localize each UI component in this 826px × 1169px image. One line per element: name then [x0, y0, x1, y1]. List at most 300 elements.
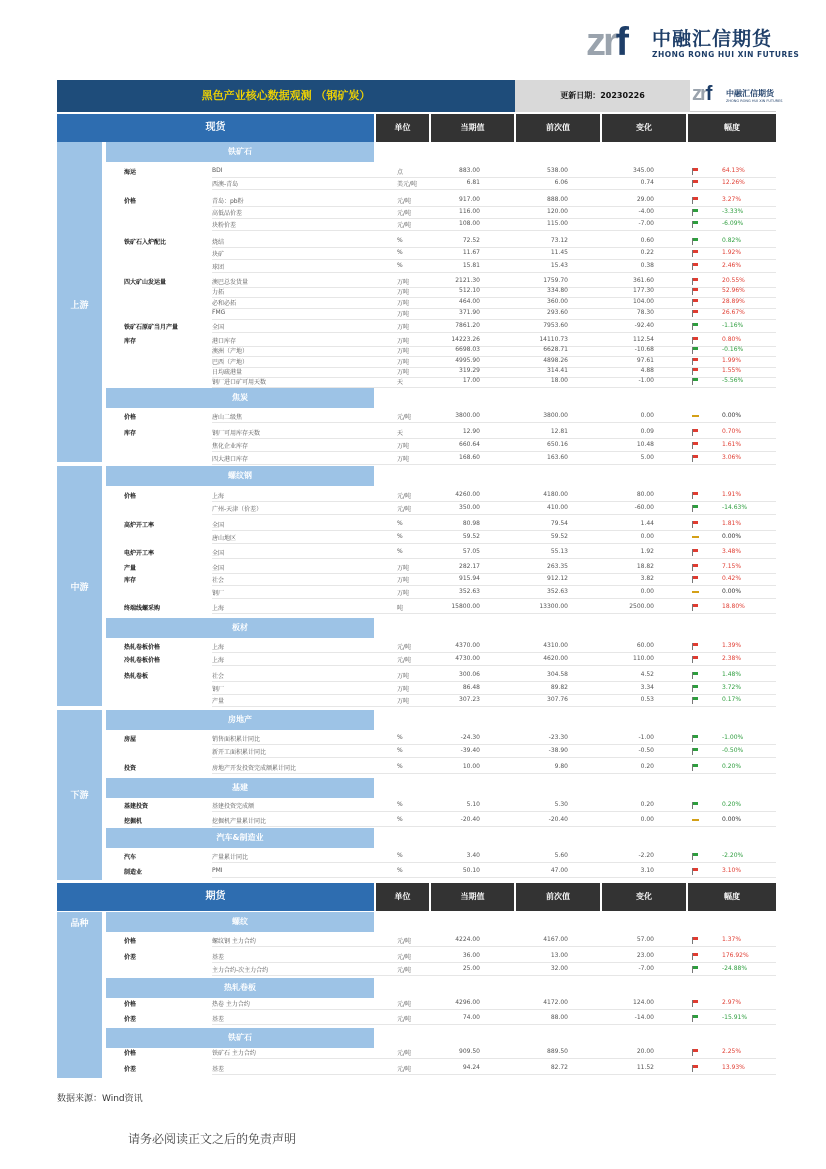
flag-icon [692, 250, 698, 256]
flag-icon [692, 1015, 698, 1021]
disclaimer: 请务必阅读正文之后的免责声明 [128, 1132, 297, 1146]
row-percent: 0.00% [722, 533, 742, 540]
row-current-value: 36.00 [462, 952, 480, 959]
row-current-value: 12.90 [462, 428, 480, 435]
row-indicator: 钢厂 [212, 590, 225, 597]
row-unit: % [397, 520, 403, 527]
row-change: -92.40 [634, 322, 654, 329]
logo-cn-name: 中融汇信期货 [652, 28, 773, 50]
row-unit: 元/吨 [397, 1016, 412, 1023]
row-previous-value: 888.00 [547, 196, 568, 203]
flag-icon [692, 735, 698, 741]
row-percent: -1.16% [722, 322, 744, 329]
row-change: -2.20 [638, 852, 654, 859]
row-indicator: 广州-天津（价差） [212, 506, 263, 513]
section-plate: 板材 [106, 618, 374, 638]
row-separator [212, 585, 776, 586]
row-unit: 万吨 [397, 369, 410, 376]
row-separator [212, 1058, 776, 1059]
row-separator [212, 206, 776, 207]
row-previous-value: 4180.00 [543, 491, 568, 498]
row-current-value: 909.50 [459, 1048, 480, 1055]
row-percent: 0.42% [722, 575, 742, 582]
row-indicator: 钢厂可用库存天数 [212, 430, 261, 437]
row-indicator: 销售面积累计同比 [212, 736, 261, 743]
row-previous-value: 4167.00 [543, 936, 568, 943]
row-indicator: 全国 [212, 550, 225, 557]
row-current-value: 6698.03 [455, 346, 480, 353]
flag-icon [692, 1049, 698, 1055]
row-unit: 万吨 [397, 348, 410, 355]
row-change: 0.20 [640, 801, 654, 808]
row-percent: -1.00% [722, 734, 744, 741]
row-unit: 万吨 [397, 359, 410, 366]
row-category: 铁矿石原矿当月产量 [124, 324, 179, 331]
row-indicator: 高低品价差 [212, 210, 243, 217]
row-category: 产量 [124, 565, 137, 572]
row-change: 361.60 [633, 277, 654, 284]
row-previous-value: 9.80 [554, 763, 568, 770]
row-change: -7.00 [638, 965, 654, 972]
row-indicator: 港口库存 [212, 338, 237, 345]
row-unit: 万吨 [397, 577, 410, 584]
row-percent: 1.37% [722, 936, 742, 943]
row-change: -14.00 [634, 1014, 654, 1021]
flag-icon [692, 209, 698, 215]
flag-icon [692, 685, 698, 691]
row-category: 挖掘机 [124, 818, 143, 825]
futures-header: 期货 [57, 883, 374, 911]
flag-icon [692, 197, 698, 203]
row-percent: 0.00% [722, 588, 742, 595]
row-separator [212, 811, 776, 812]
row-previous-value: 334.80 [547, 287, 568, 294]
flat-bar-icon [692, 413, 698, 419]
report-title: 黑色产业核心数据观测 （钢矿炭） [57, 80, 515, 112]
row-current-value: 108.00 [459, 220, 480, 227]
row-unit: 万吨 [397, 289, 410, 296]
row-separator [212, 308, 776, 309]
row-unit: 元/吨 [397, 938, 412, 945]
row-percent: 0.20% [722, 763, 742, 770]
row-percent: 7.15% [722, 563, 742, 570]
row-unit: 万吨 [397, 686, 410, 693]
row-separator [212, 387, 776, 388]
row-unit: % [397, 548, 403, 555]
row-previous-value: 115.00 [547, 220, 568, 227]
row-percent: 1.92% [722, 249, 742, 256]
row-category: 价格 [124, 1001, 137, 1008]
row-current-value: 660.64 [459, 441, 480, 448]
flag-icon [692, 1000, 698, 1006]
change-header: 变化 [602, 114, 686, 142]
flag-icon [692, 802, 698, 808]
row-change: 0.00 [640, 816, 654, 823]
row-indicator: 上海 [212, 644, 225, 651]
row-unit: 万吨 [397, 279, 410, 286]
row-change: 60.00 [636, 642, 654, 649]
row-current-value: 59.52 [462, 533, 480, 540]
flag-icon [692, 672, 698, 678]
row-unit: 元/吨 [397, 644, 412, 651]
row-current-value: 74.00 [462, 1014, 480, 1021]
row-change: 10.48 [636, 441, 654, 448]
row-change: 0.00 [640, 588, 654, 595]
row-separator [212, 744, 776, 745]
row-current-value: 17.00 [462, 377, 480, 384]
row-change: 0.22 [640, 249, 654, 256]
row-previous-value: 889.50 [547, 1048, 568, 1055]
futures-current-header: 当期值 [431, 883, 514, 911]
row-percent: -5.56% [722, 377, 744, 384]
row-unit: 元/吨 [397, 198, 412, 205]
row-change: 80.00 [636, 491, 654, 498]
row-separator [212, 826, 776, 827]
flag-icon [692, 429, 698, 435]
row-percent: 1.91% [722, 491, 742, 498]
row-previous-value: 293.60 [547, 309, 568, 316]
row-separator [212, 558, 776, 559]
row-percent: 18.80% [722, 603, 745, 610]
row-unit: % [397, 249, 403, 256]
title-bar [57, 80, 783, 112]
flag-icon [692, 764, 698, 770]
unit-header: 单位 [376, 114, 429, 142]
row-separator [212, 422, 776, 423]
row-previous-value: 12.81 [550, 428, 568, 435]
row-current-value: 5.10 [466, 801, 480, 808]
row-change: -60.00 [634, 504, 654, 511]
segment-variety: 品种 [57, 912, 102, 1078]
flag-icon [692, 953, 698, 959]
logo-en-name: ZHONG RONG HUI XIN FUTURES [652, 50, 800, 59]
row-separator [212, 706, 776, 707]
row-previous-value: 11.45 [550, 249, 568, 256]
row-previous-value: 307.76 [547, 696, 568, 703]
row-unit: 元/吨 [397, 967, 412, 974]
row-current-value: 4730.00 [455, 655, 480, 662]
row-unit: 万吨 [397, 443, 410, 450]
row-change: -7.00 [638, 220, 654, 227]
flag-icon [692, 748, 698, 754]
section-iron: 铁矿石 [106, 142, 374, 162]
row-percent: 3.72% [722, 684, 742, 691]
row-unit: 天 [397, 379, 404, 386]
flag-icon [692, 323, 698, 329]
row-indicator: 上海 [212, 605, 225, 612]
row-previous-value: 360.00 [547, 298, 568, 305]
flat-bar-icon [692, 589, 698, 595]
row-current-value: 50.10 [462, 867, 480, 874]
flat-bar-icon [692, 817, 698, 823]
row-category: 价格 [124, 414, 137, 421]
section-rebar: 螺纹钢 [106, 466, 374, 486]
row-change: 4.52 [640, 671, 654, 678]
row-category: 汽车 [124, 854, 137, 861]
row-percent: 64.13% [722, 167, 745, 174]
row-change: -4.00 [638, 208, 654, 215]
row-category: 库存 [124, 430, 137, 437]
row-unit: 元/吨 [397, 210, 412, 217]
row-previous-value: 55.13 [550, 548, 568, 555]
row-unit: 万吨 [397, 698, 410, 705]
row-unit: 元/吨 [397, 493, 412, 500]
row-current-value: 14223.26 [451, 336, 480, 343]
flag-icon [692, 347, 698, 353]
logo-mark: zrf [586, 20, 626, 64]
row-percent: 2.25% [722, 1048, 742, 1055]
row-percent: 1.61% [722, 441, 742, 448]
row-separator [212, 230, 776, 231]
row-category: 热轧卷板 [124, 673, 149, 680]
percent-header: 幅度 [688, 114, 776, 142]
segment-downstream: 下游 [57, 710, 102, 880]
flag-icon [692, 549, 698, 555]
row-category: 价差 [124, 1016, 137, 1023]
row-change: 3.82 [640, 575, 654, 582]
flag-icon [692, 564, 698, 570]
row-category: 基建投资 [124, 803, 149, 810]
row-change: 29.00 [636, 196, 654, 203]
row-previous-value: 538.00 [547, 167, 568, 174]
row-current-value: 3.40 [466, 852, 480, 859]
flag-icon [692, 576, 698, 582]
row-percent: 0.82% [722, 237, 742, 244]
row-separator [212, 297, 776, 298]
row-separator [212, 773, 776, 774]
futures-percent-header: 幅度 [688, 883, 776, 911]
row-category: 价格 [124, 198, 137, 205]
row-unit: % [397, 262, 403, 269]
row-unit: 元/吨 [397, 1050, 412, 1057]
row-category: 四大矿山发运量 [124, 279, 167, 286]
row-indicator: 社会 [212, 577, 225, 584]
row-separator [212, 694, 776, 695]
row-percent: 1.48% [722, 671, 742, 678]
row-percent: 3.10% [722, 867, 742, 874]
row-indicator: 四大港口库存 [212, 456, 249, 463]
row-indicator: 力拓 [212, 289, 225, 296]
row-change: 3.10 [640, 867, 654, 874]
row-previous-value: 88.00 [550, 1014, 568, 1021]
row-indicator: 唐山二级焦 [212, 414, 243, 421]
row-previous-value: 410.00 [547, 504, 568, 511]
row-indicator: 上海 [212, 493, 225, 500]
row-previous-value: 18.00 [550, 377, 568, 384]
row-change: 0.38 [640, 262, 654, 269]
flag-icon [692, 288, 698, 294]
flag-icon [692, 299, 698, 305]
row-percent: 0.80% [722, 336, 742, 343]
row-percent: 28.89% [722, 298, 745, 305]
row-separator [212, 464, 776, 465]
section-infra: 基建 [106, 778, 374, 798]
flag-icon [692, 868, 698, 874]
flag-icon [692, 455, 698, 461]
flag-icon [692, 643, 698, 649]
row-percent: 3.06% [722, 454, 742, 461]
row-current-value: 94.24 [462, 1064, 480, 1071]
row-category: 价格 [124, 1050, 137, 1057]
row-indicator: 巴西（产地） [212, 359, 249, 366]
row-indicator: 社会 [212, 673, 225, 680]
row-separator [212, 613, 776, 614]
row-separator [212, 1024, 776, 1025]
row-previous-value: 314.41 [547, 367, 568, 374]
row-current-value: 4296.00 [455, 999, 480, 1006]
row-category: 价格 [124, 938, 137, 945]
row-previous-value: 912.12 [547, 575, 568, 582]
row-current-value: 7861.20 [455, 322, 480, 329]
row-category: 房屋 [124, 736, 137, 743]
row-unit: % [397, 816, 403, 823]
row-current-value: 116.00 [459, 208, 480, 215]
flag-icon [692, 221, 698, 227]
segment-midstream: 中游 [57, 466, 102, 706]
row-percent: -15.91% [722, 1014, 748, 1021]
section-estate: 房地产 [106, 710, 374, 730]
flag-icon [692, 337, 698, 343]
row-previous-value: 263.35 [547, 563, 568, 570]
row-previous-value: 4898.26 [543, 357, 568, 364]
row-indicator: 螺纹钢 主力合约 [212, 938, 256, 945]
row-previous-value: 89.82 [550, 684, 568, 691]
row-previous-value: 79.54 [550, 520, 568, 527]
row-separator [212, 665, 776, 666]
row-previous-value: 4620.00 [543, 655, 568, 662]
row-current-value: 464.00 [459, 298, 480, 305]
row-previous-value: 15.43 [550, 262, 568, 269]
row-previous-value: 32.00 [550, 965, 568, 972]
row-separator [212, 332, 776, 333]
row-percent: -6.09% [722, 220, 744, 227]
row-unit: % [397, 237, 403, 244]
flag-icon [692, 937, 698, 943]
row-separator [212, 573, 776, 574]
row-change: -10.68 [634, 346, 654, 353]
row-unit: 元/吨 [397, 1066, 412, 1073]
row-unit: 万吨 [397, 300, 410, 307]
row-change: -0.50 [638, 747, 654, 754]
row-change: 23.00 [636, 952, 654, 959]
row-previous-value: 59.52 [550, 533, 568, 540]
row-current-value: 307.23 [459, 696, 480, 703]
row-change: 110.00 [633, 655, 654, 662]
row-indicator: BDI [212, 167, 223, 174]
row-separator [212, 877, 776, 878]
row-current-value: 350.00 [459, 504, 480, 511]
futures-previous-header: 前次值 [516, 883, 600, 911]
row-change: 97.61 [636, 357, 654, 364]
row-percent: 13.93% [722, 1064, 745, 1071]
row-change: -1.00 [638, 377, 654, 384]
row-category: 热轧卷板价格 [124, 644, 161, 651]
row-change: 20.00 [636, 1048, 654, 1055]
title-logo [690, 80, 783, 112]
row-percent: 1.99% [722, 357, 742, 364]
flag-icon [692, 492, 698, 498]
flat-bar-icon [692, 534, 698, 540]
row-category: 库存 [124, 338, 137, 345]
row-previous-value: 304.58 [547, 671, 568, 678]
row-indicator: 主力合约-次主力合约 [212, 967, 269, 974]
row-change: 2500.00 [629, 603, 654, 610]
row-unit: 吨 [397, 605, 404, 612]
row-indicator: 铁矿石 主力合约 [212, 1050, 256, 1057]
row-change: 57.00 [636, 936, 654, 943]
row-separator [212, 962, 776, 963]
row-indicator: 西澳-青岛 [212, 181, 239, 188]
row-indicator: 青岛：pb粉 [212, 198, 244, 205]
row-category: 价格 [124, 493, 137, 500]
flag-icon [692, 180, 698, 186]
row-current-value: -39.40 [460, 747, 480, 754]
row-previous-value: 7953.60 [543, 322, 568, 329]
row-separator [212, 247, 776, 248]
row-change: 124.00 [633, 999, 654, 1006]
futures-unit-header: 单位 [376, 883, 429, 911]
row-separator [212, 189, 776, 190]
title-logo-cn: 中融汇信期货 [726, 89, 774, 98]
row-indicator: 唐山地区 [212, 535, 237, 542]
row-separator [212, 543, 776, 544]
row-current-value: -20.40 [460, 816, 480, 823]
flag-icon [692, 521, 698, 527]
row-category: 投资 [124, 765, 137, 772]
row-current-value: 300.06 [459, 671, 480, 678]
row-indicator: 块粉价差 [212, 222, 237, 229]
row-current-value: 883.00 [459, 167, 480, 174]
row-previous-value: 13.00 [550, 952, 568, 959]
row-change: 0.74 [640, 179, 654, 186]
row-previous-value: 73.12 [550, 237, 568, 244]
row-separator [212, 272, 776, 273]
row-unit: % [397, 867, 403, 874]
row-change: 0.60 [640, 237, 654, 244]
row-separator [212, 177, 776, 178]
flag-icon [692, 368, 698, 374]
flag-icon [692, 853, 698, 859]
row-change: 4.88 [640, 367, 654, 374]
flag-icon [692, 278, 698, 284]
row-separator [212, 514, 776, 515]
row-indicator: FMG [212, 309, 226, 316]
flag-icon [692, 442, 698, 448]
row-current-value: 25.00 [462, 965, 480, 972]
row-indicator: 必和必拓 [212, 300, 237, 307]
row-percent: 0.00% [722, 816, 742, 823]
row-separator [212, 757, 776, 758]
row-unit: % [397, 747, 403, 754]
row-indicator: 全国 [212, 324, 225, 331]
row-current-value: 917.00 [459, 196, 480, 203]
row-percent: -24.88% [722, 965, 748, 972]
row-percent: -2.20% [722, 852, 744, 859]
row-previous-value: 120.00 [547, 208, 568, 215]
row-change: 0.00 [640, 412, 654, 419]
row-change: 5.00 [640, 454, 654, 461]
row-indicator: 产量 [212, 698, 225, 705]
row-current-value: 915.94 [459, 575, 480, 582]
row-current-value: 57.05 [462, 548, 480, 555]
row-unit: 天 [397, 430, 404, 437]
row-previous-value: 47.00 [550, 867, 568, 874]
row-unit: 万吨 [397, 565, 410, 572]
row-unit: 万吨 [397, 311, 410, 318]
row-current-value: 4370.00 [455, 642, 480, 649]
row-percent: 0.20% [722, 801, 742, 808]
row-current-value: 15800.00 [451, 603, 480, 610]
